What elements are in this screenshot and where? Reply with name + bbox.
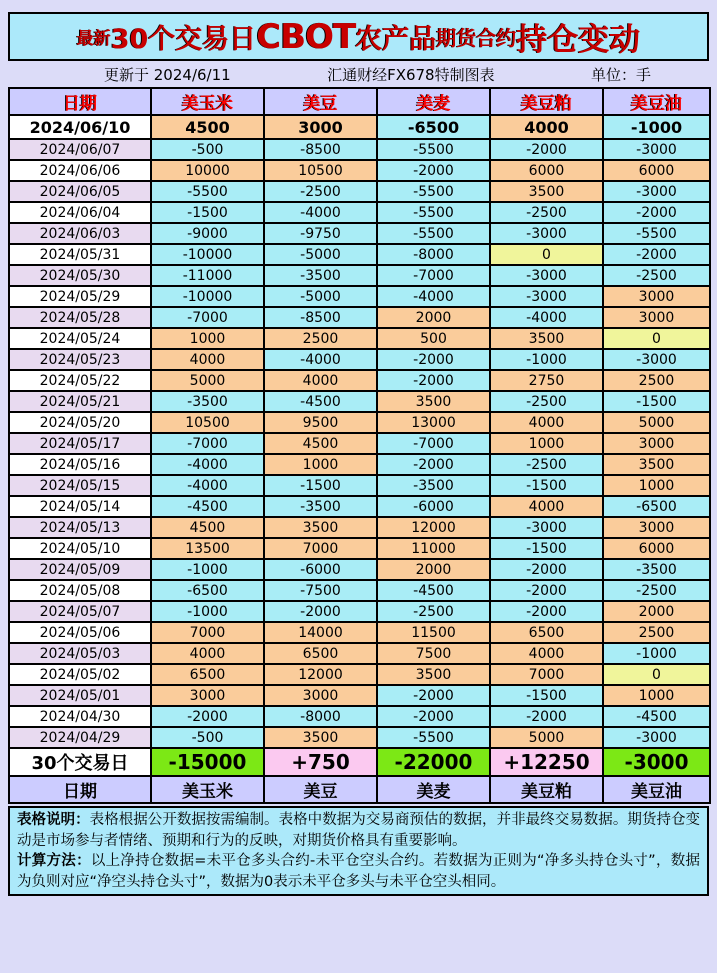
- table-row: [9, 475, 710, 496]
- table-row: [9, 643, 710, 664]
- summary-value: +750: [264, 748, 377, 776]
- note-method-text: 以上净持仓数据=未平仓多头合约-未平仓空头合约。若数据为正则为“净多头持仓头寸”，数据为负则对应“净空头持仓头寸”，数据为0表示未平仓多头与未平仓空头相同。: [17, 853, 700, 890]
- title-segment: 持仓变动: [516, 22, 641, 58]
- value-cell: 2500: [264, 328, 377, 349]
- date-cell: 2024/05/31: [9, 244, 151, 265]
- value-cell: -2500: [490, 454, 603, 475]
- value-cell: 7000: [264, 538, 377, 559]
- table-row: [9, 517, 710, 538]
- value-cell: 6500: [151, 664, 264, 685]
- value-cell: 5000: [151, 370, 264, 391]
- table-row: [9, 601, 710, 622]
- date-cell: 2024/05/02: [9, 664, 151, 685]
- date-cell: 2024/05/17: [9, 433, 151, 454]
- value-cell: -2000: [377, 160, 490, 181]
- value-cell: -3500: [603, 559, 710, 580]
- table-row: [9, 496, 710, 517]
- value-cell: -4000: [151, 475, 264, 496]
- table-row: [9, 727, 710, 748]
- value-cell: 2000: [377, 559, 490, 580]
- value-cell: 3000: [264, 685, 377, 706]
- summary-value: -15000: [151, 748, 264, 776]
- date-cell: 2024/05/16: [9, 454, 151, 475]
- value-cell: -1000: [490, 349, 603, 370]
- unit-label: 单位：手: [590, 65, 651, 84]
- value-cell: -4500: [151, 496, 264, 517]
- value-cell: -2000: [490, 139, 603, 160]
- value-cell: -9750: [264, 223, 377, 244]
- value-cell: -7000: [377, 265, 490, 286]
- date-cell: 2024/05/10: [9, 538, 151, 559]
- subtitle-bar: [8, 61, 709, 87]
- value-cell: -4000: [490, 307, 603, 328]
- footer-column-header-1: 美玉米: [151, 776, 264, 803]
- value-cell: -4500: [603, 706, 710, 727]
- value-cell: 1000: [264, 454, 377, 475]
- value-cell: -5500: [151, 181, 264, 202]
- value-cell: -2500: [603, 580, 710, 601]
- value-cell: 3500: [490, 181, 603, 202]
- value-cell: 4000: [490, 496, 603, 517]
- value-cell: 6500: [490, 622, 603, 643]
- date-cell: 2024/04/29: [9, 727, 151, 748]
- value-cell: -3000: [603, 727, 710, 748]
- footer-column-header-2: 美豆: [264, 776, 377, 803]
- value-cell: 3500: [490, 328, 603, 349]
- value-cell: -2500: [490, 391, 603, 412]
- value-cell: -1000: [603, 115, 710, 139]
- value-cell: 4500: [151, 517, 264, 538]
- value-cell: -3500: [377, 475, 490, 496]
- value-cell: -5000: [264, 286, 377, 307]
- summary-row: [9, 748, 710, 776]
- value-cell: -7000: [151, 307, 264, 328]
- table-row: [9, 307, 710, 328]
- value-cell: -7500: [264, 580, 377, 601]
- value-cell: -1000: [603, 643, 710, 664]
- footer-column-header-3: 美麦: [377, 776, 490, 803]
- value-cell: 3500: [377, 664, 490, 685]
- value-cell: 2000: [603, 601, 710, 622]
- value-cell: 13500: [151, 538, 264, 559]
- value-cell: -10000: [151, 286, 264, 307]
- table-row: [9, 328, 710, 349]
- value-cell: 500: [377, 328, 490, 349]
- value-cell: -4000: [151, 454, 264, 475]
- value-cell: -9000: [151, 223, 264, 244]
- footer-column-header-5: 美豆油: [603, 776, 710, 803]
- value-cell: 3000: [603, 433, 710, 454]
- column-header-1: 美玉米: [151, 88, 264, 115]
- value-cell: -2000: [377, 349, 490, 370]
- value-cell: -3500: [264, 496, 377, 517]
- value-cell: -3500: [264, 265, 377, 286]
- note-description-label: 表格说明：: [17, 812, 90, 828]
- value-cell: 12000: [264, 664, 377, 685]
- value-cell: 5000: [490, 727, 603, 748]
- page-title: [8, 12, 709, 61]
- value-cell: 4000: [490, 643, 603, 664]
- value-cell: -2000: [377, 685, 490, 706]
- value-cell: 4000: [490, 115, 603, 139]
- date-cell: 2024/06/05: [9, 181, 151, 202]
- column-header-4: 美豆粕: [490, 88, 603, 115]
- value-cell: -7000: [377, 433, 490, 454]
- value-cell: -4000: [377, 286, 490, 307]
- value-cell: -5500: [377, 181, 490, 202]
- value-cell: 0: [490, 244, 603, 265]
- value-cell: 3000: [264, 115, 377, 139]
- value-cell: 12000: [377, 517, 490, 538]
- column-header-2: 美豆: [264, 88, 377, 115]
- value-cell: -5500: [377, 223, 490, 244]
- notes-box: [8, 806, 709, 896]
- value-cell: 10000: [151, 160, 264, 181]
- footer-column-header-4: 美豆粕: [490, 776, 603, 803]
- value-cell: -500: [151, 139, 264, 160]
- value-cell: -2000: [377, 706, 490, 727]
- value-cell: -2000: [603, 202, 710, 223]
- value-cell: -2500: [377, 601, 490, 622]
- date-cell: 2024/05/28: [9, 307, 151, 328]
- value-cell: 13000: [377, 412, 490, 433]
- value-cell: -3500: [151, 391, 264, 412]
- date-cell: 2024/05/21: [9, 391, 151, 412]
- value-cell: -4000: [264, 349, 377, 370]
- table-row: [9, 685, 710, 706]
- table-row: [9, 538, 710, 559]
- footer-column-header-0: 日期: [9, 776, 151, 803]
- date-cell: 2024/06/06: [9, 160, 151, 181]
- value-cell: 3000: [603, 517, 710, 538]
- value-cell: -1000: [151, 559, 264, 580]
- value-cell: -2000: [490, 706, 603, 727]
- value-cell: -1000: [151, 601, 264, 622]
- table-row: [9, 664, 710, 685]
- date-cell: 2024/05/01: [9, 685, 151, 706]
- value-cell: -1500: [490, 538, 603, 559]
- date-cell: 2024/05/23: [9, 349, 151, 370]
- value-cell: -500: [151, 727, 264, 748]
- note-method: [17, 851, 700, 892]
- value-cell: 9500: [264, 412, 377, 433]
- value-cell: -2000: [490, 559, 603, 580]
- date-cell: 2024/05/29: [9, 286, 151, 307]
- value-cell: -2000: [490, 601, 603, 622]
- date-cell: 2024/05/09: [9, 559, 151, 580]
- note-description-text: 表格根据公开数据按需编制。表格中数据为交易商预估的数据，并非最终交易数据。期货持仓变动是市场参与者情绪、预期和行为的反映，对期货价格具有重要影响。: [17, 812, 701, 849]
- table-row: [9, 559, 710, 580]
- summary-value: -3000: [603, 748, 710, 776]
- source-credit: 汇通财经FX678特制图表: [327, 65, 495, 84]
- value-cell: -6500: [377, 115, 490, 139]
- value-cell: -1500: [151, 202, 264, 223]
- title-segment: 农产品: [355, 24, 437, 55]
- note-description: [17, 810, 700, 851]
- value-cell: 3500: [264, 517, 377, 538]
- value-cell: 2500: [603, 370, 710, 391]
- table-row: [9, 391, 710, 412]
- value-cell: -11000: [151, 265, 264, 286]
- value-cell: 1000: [490, 433, 603, 454]
- value-cell: -2000: [490, 580, 603, 601]
- value-cell: 10500: [151, 412, 264, 433]
- value-cell: 6000: [603, 538, 710, 559]
- value-cell: -3000: [603, 349, 710, 370]
- value-cell: 4000: [151, 643, 264, 664]
- value-cell: 3000: [603, 286, 710, 307]
- value-cell: 2500: [603, 622, 710, 643]
- table-row: [9, 349, 710, 370]
- summary-value: -22000: [377, 748, 490, 776]
- value-cell: 4500: [264, 433, 377, 454]
- value-cell: 3500: [264, 727, 377, 748]
- value-cell: -2000: [377, 454, 490, 475]
- value-cell: 10500: [264, 160, 377, 181]
- value-cell: -4500: [377, 580, 490, 601]
- table-row: [9, 181, 710, 202]
- value-cell: -6000: [264, 559, 377, 580]
- positions-table: [8, 87, 711, 804]
- value-cell: 1000: [151, 328, 264, 349]
- value-cell: -2000: [377, 370, 490, 391]
- value-cell: -7000: [151, 433, 264, 454]
- value-cell: -5500: [377, 727, 490, 748]
- table-row: [9, 115, 710, 139]
- value-cell: 6500: [264, 643, 377, 664]
- value-cell: -1500: [603, 391, 710, 412]
- date-cell: 2024/05/08: [9, 580, 151, 601]
- date-cell: 2024/05/07: [9, 601, 151, 622]
- date-cell: 2024/05/30: [9, 265, 151, 286]
- value-cell: 2750: [490, 370, 603, 391]
- date-cell: 2024/04/30: [9, 706, 151, 727]
- date-cell: 2024/05/03: [9, 643, 151, 664]
- value-cell: 3500: [603, 454, 710, 475]
- value-cell: -3000: [603, 181, 710, 202]
- value-cell: 6000: [603, 160, 710, 181]
- value-cell: -5500: [377, 139, 490, 160]
- value-cell: 3000: [151, 685, 264, 706]
- value-cell: 11000: [377, 538, 490, 559]
- value-cell: -2500: [490, 202, 603, 223]
- summary-value: +12250: [490, 748, 603, 776]
- value-cell: 3000: [603, 307, 710, 328]
- value-cell: -3000: [490, 265, 603, 286]
- value-cell: 4000: [490, 412, 603, 433]
- value-cell: -4500: [264, 391, 377, 412]
- date-cell: 2024/05/22: [9, 370, 151, 391]
- title-segment: CBOT: [256, 16, 356, 57]
- value-cell: -8000: [264, 706, 377, 727]
- date-cell: 2024/05/20: [9, 412, 151, 433]
- value-cell: 2000: [377, 307, 490, 328]
- value-cell: -2000: [264, 601, 377, 622]
- value-cell: -6500: [603, 496, 710, 517]
- summary-label: 30个交易日: [9, 748, 151, 776]
- date-cell: 2024/06/04: [9, 202, 151, 223]
- value-cell: 1000: [603, 685, 710, 706]
- value-cell: -3000: [490, 286, 603, 307]
- date-cell: 2024/05/13: [9, 517, 151, 538]
- note-method-label: 计算方法：: [17, 853, 91, 870]
- value-cell: -8500: [264, 139, 377, 160]
- value-cell: -2500: [603, 265, 710, 286]
- table-row: [9, 622, 710, 643]
- table-footer-header-row: [9, 776, 710, 803]
- value-cell: -6500: [151, 580, 264, 601]
- value-cell: 4000: [151, 349, 264, 370]
- value-cell: 5000: [603, 412, 710, 433]
- value-cell: -5500: [377, 202, 490, 223]
- value-cell: -6000: [377, 496, 490, 517]
- value-cell: -5500: [603, 223, 710, 244]
- value-cell: 11500: [377, 622, 490, 643]
- date-cell: 2024/05/14: [9, 496, 151, 517]
- value-cell: 0: [603, 664, 710, 685]
- value-cell: 3500: [377, 391, 490, 412]
- table-row: [9, 454, 710, 475]
- updated-date: 更新于 2024/6/11: [104, 65, 231, 84]
- value-cell: 1000: [603, 475, 710, 496]
- value-cell: 14000: [264, 622, 377, 643]
- value-cell: -3000: [490, 517, 603, 538]
- value-cell: 4000: [264, 370, 377, 391]
- table-row: [9, 244, 710, 265]
- table-row: [9, 160, 710, 181]
- title-segment: 最新: [76, 29, 111, 49]
- table-row: [9, 412, 710, 433]
- value-cell: -1500: [264, 475, 377, 496]
- table-row: [9, 706, 710, 727]
- table-row: [9, 286, 710, 307]
- table-row: [9, 202, 710, 223]
- value-cell: -5000: [264, 244, 377, 265]
- value-cell: -3000: [490, 223, 603, 244]
- table-row: [9, 370, 710, 391]
- date-cell: 2024/05/06: [9, 622, 151, 643]
- date-cell: 2024/05/24: [9, 328, 151, 349]
- table-row: [9, 223, 710, 244]
- value-cell: -10000: [151, 244, 264, 265]
- value-cell: 7500: [377, 643, 490, 664]
- value-cell: -1500: [490, 685, 603, 706]
- value-cell: 7000: [490, 664, 603, 685]
- column-header-5: 美豆油: [603, 88, 710, 115]
- value-cell: 0: [603, 328, 710, 349]
- value-cell: -8500: [264, 307, 377, 328]
- value-cell: -2000: [151, 706, 264, 727]
- date-cell: 2024/06/07: [9, 139, 151, 160]
- table-row: [9, 139, 710, 160]
- value-cell: -3000: [603, 139, 710, 160]
- table-row: [9, 433, 710, 454]
- table-row: [9, 265, 710, 286]
- title-segment: 30个交易日: [110, 24, 257, 55]
- value-cell: -2000: [603, 244, 710, 265]
- column-header-3: 美麦: [377, 88, 490, 115]
- table-row: [9, 580, 710, 601]
- value-cell: 4500: [151, 115, 264, 139]
- date-cell: 2024/06/10: [9, 115, 151, 139]
- column-header-0: 日期: [9, 88, 151, 115]
- value-cell: -1500: [490, 475, 603, 496]
- value-cell: 6000: [490, 160, 603, 181]
- value-cell: -2500: [264, 181, 377, 202]
- date-cell: 2024/05/15: [9, 475, 151, 496]
- value-cell: -8000: [377, 244, 490, 265]
- date-cell: 2024/06/03: [9, 223, 151, 244]
- value-cell: -4000: [264, 202, 377, 223]
- table-header-row: [9, 88, 710, 115]
- value-cell: 7000: [151, 622, 264, 643]
- title-segment: 期货合约: [436, 26, 517, 50]
